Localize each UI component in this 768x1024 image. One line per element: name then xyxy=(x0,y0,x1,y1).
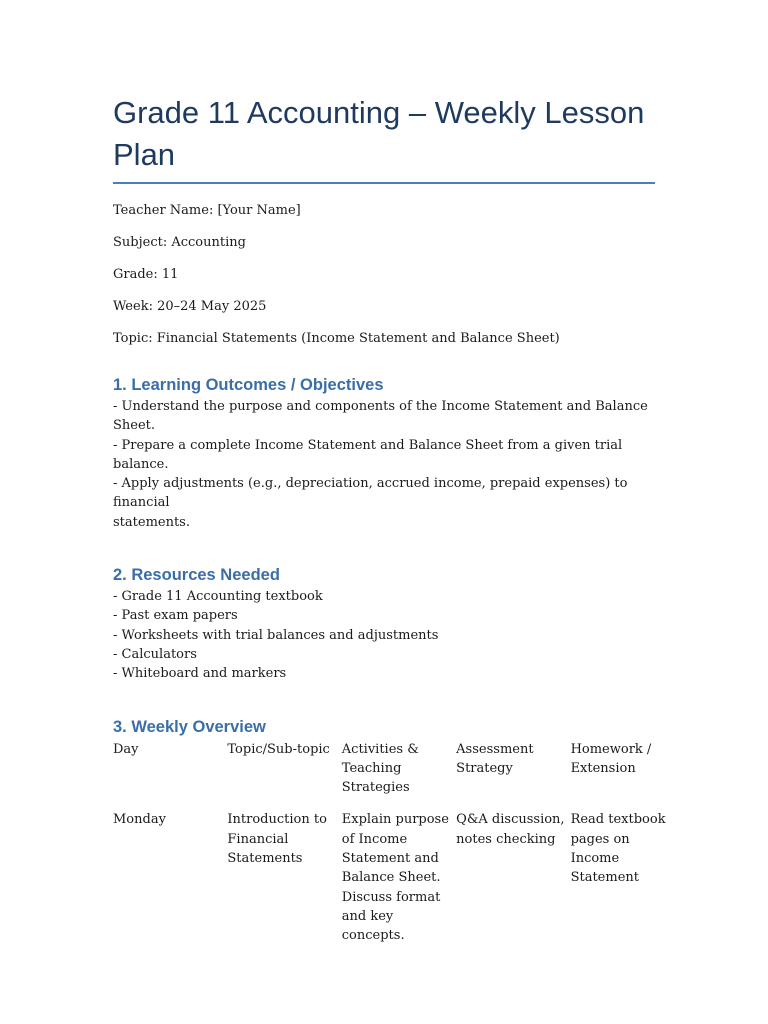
resources-section xyxy=(113,564,655,683)
weekly-overview-section xyxy=(113,716,666,946)
list-item: - Understand the purpose and components of the Income Statement and Balance Sheet. xyxy=(113,399,648,434)
subject: Subject: Accounting xyxy=(113,235,246,250)
table-cell-day: Monday xyxy=(113,812,166,828)
topic: Topic: Financial Statements (Income Statement and Balance Sheet) xyxy=(113,331,560,346)
table-row xyxy=(113,810,685,945)
column-header-activities: Activities & Teaching Strategies xyxy=(341,741,419,796)
week: Week: 20–24 May 2025 xyxy=(113,299,267,314)
column-header-topic: Topic/Sub-topic xyxy=(227,741,330,757)
table-cell-assessment: Q&A discussion, notes checking xyxy=(456,812,565,847)
lesson-meta xyxy=(113,202,655,348)
learning-outcomes-heading: 1. Learning Outcomes / Objectives xyxy=(113,376,384,394)
column-header-day: Day xyxy=(113,741,139,757)
resources-heading: 2. Resources Needed xyxy=(113,566,280,585)
column-header-assessment: Assessment Strategy xyxy=(456,741,534,776)
document-page xyxy=(113,92,666,946)
table-cell-topic: Introduction to Financial Statements xyxy=(227,812,327,867)
list-item: statements. xyxy=(113,514,190,530)
title-underline xyxy=(113,182,655,184)
resources-list xyxy=(113,587,655,683)
table-cell-activities: Explain purpose of Income Statement and Balance Sheet. Discuss format and key concepts. xyxy=(341,812,449,944)
table-cell-homework: Read textbook pages on Income Statement xyxy=(570,812,666,886)
teacher-name: Teacher Name: [Your Name] xyxy=(113,203,301,218)
list-item: - Worksheets with trial balances and adjustments xyxy=(113,627,439,643)
table-header-row xyxy=(113,740,685,798)
table-spacer-row xyxy=(113,797,685,810)
list-item: - Whiteboard and markers xyxy=(113,666,287,682)
learning-outcomes-list xyxy=(113,397,655,532)
column-header-homework: Homework / Extension xyxy=(570,741,652,776)
list-item: - Apply adjustments (e.g., depreciation, accrued income, prepaid expenses) to financial xyxy=(113,476,628,511)
list-item: - Prepare a complete Income Statement and Balance Sheet from a given trial balance. xyxy=(113,437,623,472)
learning-outcomes-section xyxy=(113,374,655,532)
list-item: - Past exam papers xyxy=(113,608,238,624)
weekly-overview-table xyxy=(113,740,685,946)
document-title: Grade 11 Accounting – Weekly Lesson Plan xyxy=(113,95,645,172)
weekly-overview-heading: 3. Weekly Overview xyxy=(113,717,266,736)
grade: Grade: 11 xyxy=(113,267,179,282)
list-item: - Grade 11 Accounting textbook xyxy=(113,589,323,605)
list-item: - Calculators xyxy=(113,646,197,662)
